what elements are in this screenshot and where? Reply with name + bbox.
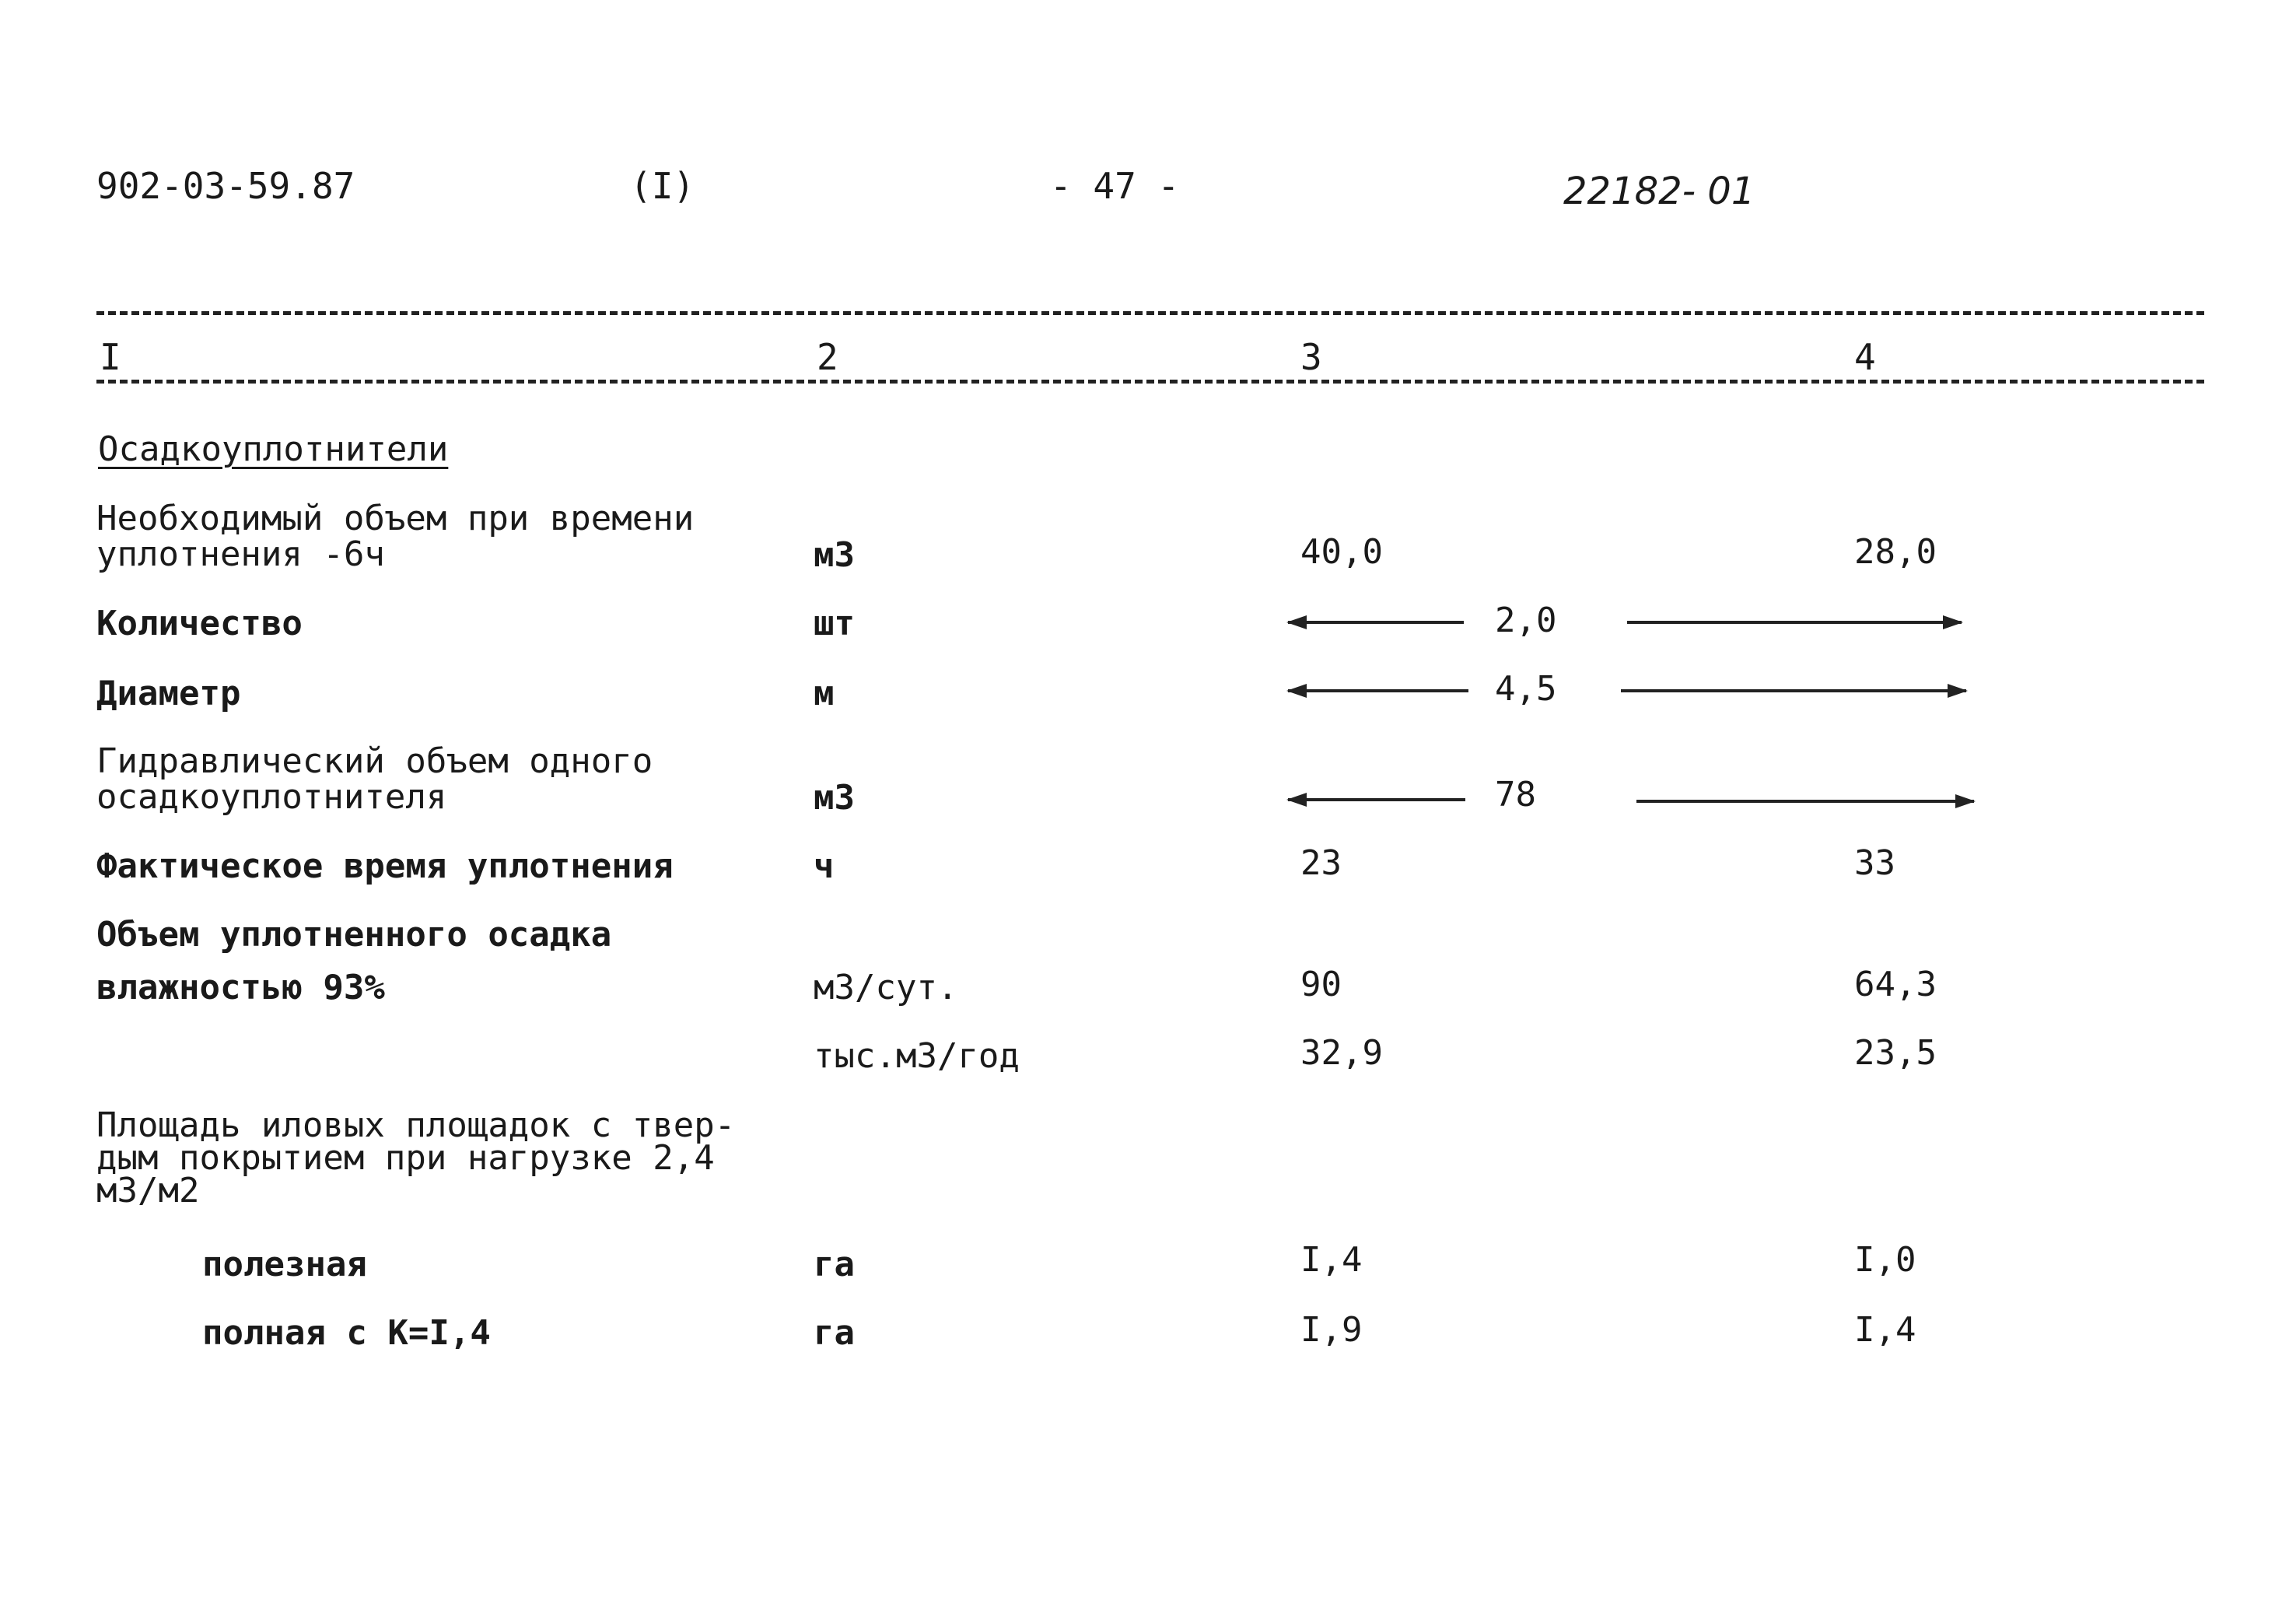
row-unit: м3/сут. xyxy=(814,968,958,1007)
page-number: - 47 - xyxy=(1050,165,1180,207)
document-part: (I) xyxy=(630,165,695,207)
row-shared-value: 4,5 xyxy=(1495,669,1557,709)
row-value-col3: 40,0 xyxy=(1300,532,1383,572)
row-label-line: Объем уплотненного осадка xyxy=(96,915,612,955)
row-value-col3: I,9 xyxy=(1300,1310,1363,1350)
column-number-1: I xyxy=(100,336,121,378)
row-value-col4: 23,5 xyxy=(1854,1033,1937,1073)
row-label-line: Площадь иловых площадок с твер- xyxy=(96,1105,736,1145)
right-arrow xyxy=(1621,689,1966,692)
row-value-col4: 33 xyxy=(1854,843,1895,883)
row-unit: м3 xyxy=(814,535,855,575)
row-label-line: влажностью 93% xyxy=(96,968,385,1007)
row-label-line: м3/м2 xyxy=(96,1171,200,1210)
row-value-col4: I,4 xyxy=(1854,1310,1916,1350)
row-shared-value: 78 xyxy=(1495,775,1536,815)
row-label-line: осадкоуплотнителя xyxy=(96,777,447,817)
row-unit: шт xyxy=(814,604,855,643)
table-header-rule xyxy=(96,380,2204,384)
row-value-col3: 32,9 xyxy=(1300,1033,1383,1073)
row-value-col4: I,0 xyxy=(1854,1240,1916,1280)
row-unit: м xyxy=(814,674,835,713)
row-label: Количество xyxy=(96,604,303,643)
row-value-col3: I,4 xyxy=(1300,1240,1363,1280)
row-label: Фактическое время уплотнения xyxy=(96,846,674,886)
row-label: Диаметр xyxy=(96,674,241,713)
left-arrow xyxy=(1288,798,1465,801)
row-value-col4: 64,3 xyxy=(1854,965,1937,1004)
row-label-line: Гидравлический объем одного xyxy=(96,741,653,781)
document-code: 902-03-59.87 xyxy=(96,165,355,207)
column-number-3: 3 xyxy=(1300,336,1322,378)
row-value-col4: 28,0 xyxy=(1854,532,1937,572)
left-arrow xyxy=(1288,689,1468,692)
row-label-line: Необходимый объем при времени xyxy=(96,499,695,538)
sheet-number: 22182- 01 xyxy=(1563,170,1755,213)
left-arrow xyxy=(1288,621,1464,624)
row-value-col3: 90 xyxy=(1300,965,1342,1004)
row-label-line: дым покрытием при нагрузке 2,4 xyxy=(96,1138,715,1178)
row-unit: га xyxy=(814,1245,855,1284)
column-number-4: 4 xyxy=(1854,336,1876,378)
row-unit: га xyxy=(814,1313,855,1353)
table-top-rule xyxy=(96,311,2204,315)
row-shared-value: 2,0 xyxy=(1495,601,1557,640)
row-label: полезная xyxy=(202,1245,367,1284)
row-label: полная с К=I,4 xyxy=(202,1313,491,1353)
row-label-line: уплотнения -6ч xyxy=(96,534,385,574)
row-value-col3: 23 xyxy=(1300,843,1342,883)
row-unit: тыс.м3/год xyxy=(814,1036,1020,1076)
section-title: Осадкоуплотнители xyxy=(98,429,449,469)
right-arrow xyxy=(1627,621,1962,624)
row-unit: ч xyxy=(814,846,835,886)
right-arrow xyxy=(1636,800,1974,803)
column-number-2: 2 xyxy=(817,336,838,378)
row-unit: м3 xyxy=(814,778,855,818)
